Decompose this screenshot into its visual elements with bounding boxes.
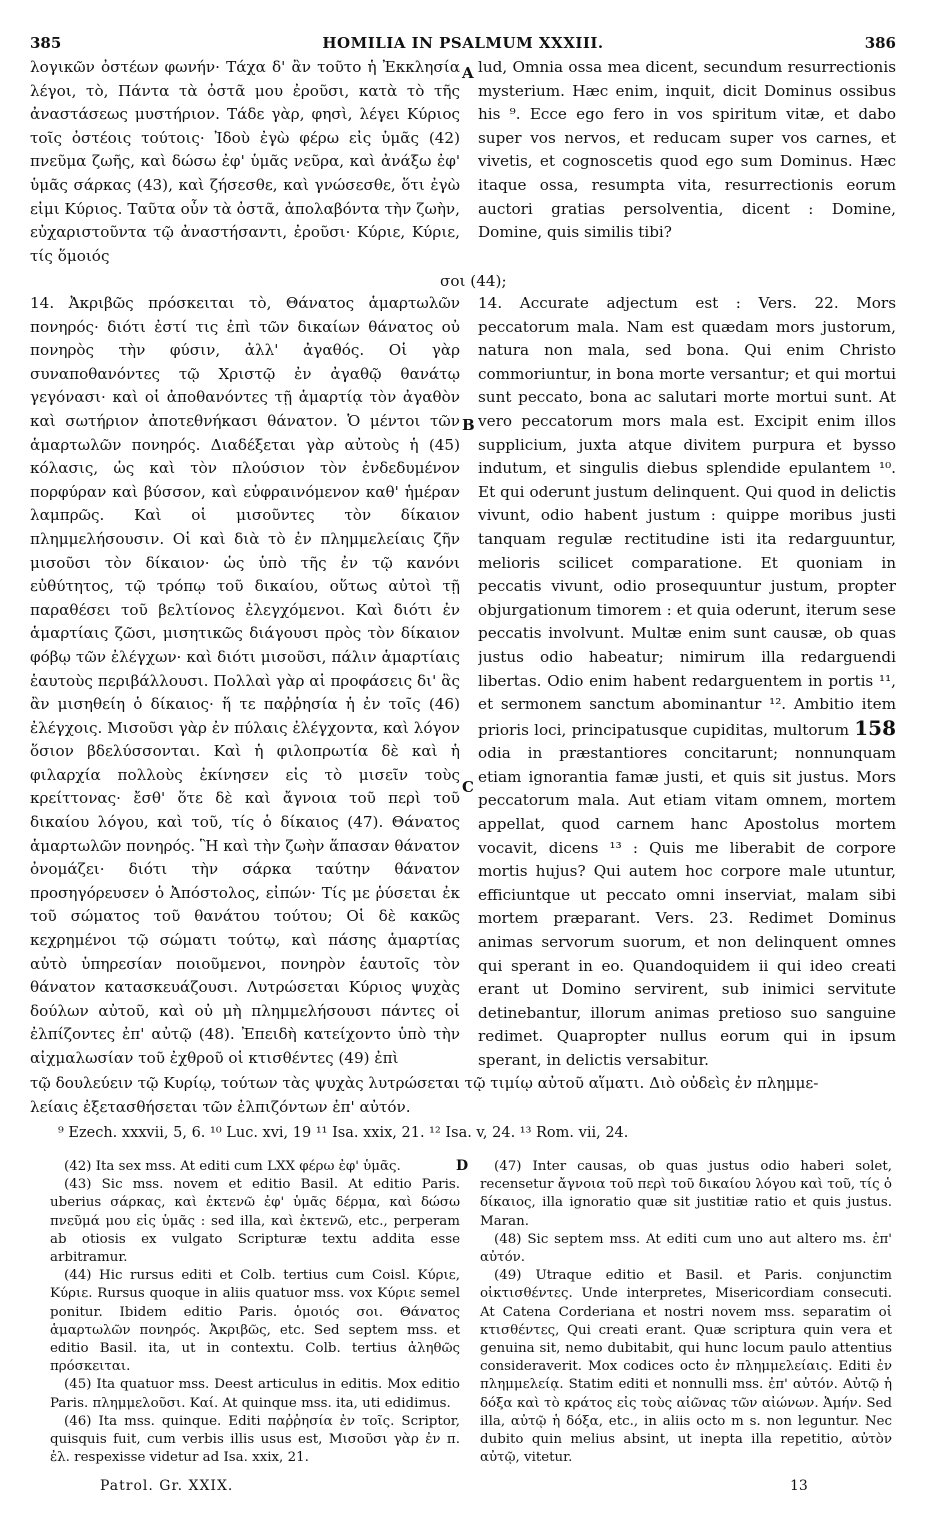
section-marker-c: C [462,778,474,796]
footnote: (49) Utraque editio et Basil. et Paris. conjunctim οἰκτισθέντες. Unde interpretes, Misericordiam consecuti. At Catena Corderiana et nostri novem mss. separatim οἱ κτισθέντες, Qui creati erant. Quæ scriptura quin vera et genuina sit, nemo dubitabit, qui hunc locum paulo attentius consideraverit. Mox codices octo ἐν πλημμελείαις. Editi ἐν πλημμελείᾳ. Statim editi et nonnulli mss. ἐπ' αὐτόν. Αὐτῷ ἡ δόξα καὶ τὸ κράτος εἰς τοὺς αἰῶνας τῶν αἰώνων. Ἀμήν. Sed illa, αὐτῷ ἡ δόξα, etc., in aliis octo m s. non leguntur. Nec dubito quin melius absint, ut inepta illa repetitio, αὐτὸν αὐτῷ, vitetur. [480,1268,892,1466]
spanning-line-3: λείαις ἐξετασθήσεται τῶν ἐλπιζόντων ἐπ' αὐτόν. [30,1098,411,1116]
greek-paragraph-2: 14. Ἀκριβῶς πρόσκειται τὸ, Θάνατος ἁμαρτωλῶν πονηρός· διότι ἐστί τις ἐπὶ τῶν δικαίων θάνατος οὐ πονηρὸς τὴν φύσιν, ἀλλ' ἀγαθός. Οἱ γὰρ συναποθανόντες τῷ Χριστῷ ἐν ἀγαθῷ θανάτῳ γεγόνασι· καὶ οἱ ἀποθανόντες τῇ ἁμαρτίᾳ τὸν ἀγαθὸν καὶ σωτήριον ἀποτεθνήκασι θάνατον. Ὁ μέντοι τῶν ἁμαρτωλῶν πονηρός. Διαδέξεται γὰρ αὐτοὺς ἡ (45) κόλασις, ὡς καὶ τὸν πλούσιον τὸν ἐνδεδυμένον πορφύραν καὶ βύσσον, καὶ εὐφραινόμενον καθ' ἡμέραν λαμπρῶς. Καὶ οἱ μισοῦντες τὸν δίκαιον πλημμελήσουσιν. Οἱ καὶ διὰ τὸ ἐν πλημμελείαις ζῆν μισοῦσι τὸν δίκαιον· ὡς ὑπὸ τῆς ἐν τῷ κανόνι εὐθύτητος, τῷ τρόπῳ τοῦ δικαίου, οὕτως αὐτοὶ τῇ παραθέσει τοῦ βελτίονος ἐλεγχόμενοι. Καὶ διότι ἐν ἁμαρτίαις ζῶσι, μισητικῶς διάγουσι πρὸς τὸν δίκαιον φόβῳ τῶν ἐλέγχων· καὶ διότι μισοῦσι, πάλιν ἁμαρτίαις ἑαυτοὺς περιβάλλουσι. Πολλαὶ γὰρ αἱ προφάσεις δι' ἃς ἂν μισηθείη ὁ δίκαιος· ἥ τε παῤῥησία ἡ ἐν τοῖς (46) ἐλέγχοις. Μισοῦσι γὰρ ἐν πύλαις ἐλέγχοντα, καὶ λόγον ὅσιον βδελύσσονται. Καὶ ἡ φιλοπρωτία δὲ καὶ ἡ φιλαρχία πολλοὺς ἐκίνησεν εἰς τὸ μισεῖν τοὺς κρείττονας· ἔσθ' ὅτε δὲ καὶ ἄγνοια τοῦ περὶ τοῦ δικαίου λόγου, καὶ τοῦ, τίς ὁ δίκαιος (47). Θάνατος ἁμαρτωλῶν πονηρός. Ἣ καὶ τὴν ζωὴν ἅπασαν θάνατον ὀνομάζει· διότι τὴν σάρκα ταύτην θάνατον προσηγόρευσεν ὁ Ἀπόστολος, εἰπών· Τίς με ῥύσεται ἐκ τοῦ σώματος τοῦ θανάτου τούτου; Οἱ δὲ κακῶς κεχρημένοι τῷ σώματι τούτῳ, καὶ πάσης ἁμαρτίας αὐτὸ ὑπηρεσίαν ποιοῦμενοι, πονηρὸν ἑαυτοῖς τὸν θάνατον κατασκευάζουσι. Λυτρώσεται Κύριος ψυχὰς δούλων αὐτοῦ, καὶ οὐ μὴ πλημμελήσουσι πάντες οἱ ἐλπίζοντες ἐπ' αὐτῷ (48). Ἐπειδὴ κατείχοντο ὑπὸ τὴν αἰχμαλωσίαν τοῦ ἐχθροῦ οἱ κτισθέντες (49) ἐπὶ [30,294,460,1067]
greek-paragraph-1: λογικῶν ὀστέων φωνήν· Τάχα δ' ἂν τοῦτο ἡ Ἐκκλησία λέγοι, τὸ, Πάντα τὰ ὀστᾶ μου ἐροῦσι, κατὰ τὸ τῆς ἀναστάσεως μυστήριον. Τάδε γὰρ, φησὶ, λέγει Κύριος τοῖς ὀστέοις τούτοις· Ἰδοὺ ἐγὼ φέρω εἰς ὑμᾶς (42) πνεῦμα ζωῆς, καὶ δώσω ἐφ' ὑμᾶς νεῦρα, καὶ ἀνάξω ἐφ' ὑμᾶς σάρκας (43), καὶ ζήσεσθε, καὶ γνώσεσθε, ὅτι ἐγὼ εἰμι Κύριος. Ταῦτα οὖν τὰ ὀστᾶ, ἀπολαβόντα τὴν ζωὴν, εὐχαριστοῦντα τῷ ἀναστήσαντι, ἐροῦσι· Κύριε, Κύριε, τίς ὅμοιός [30,58,460,265]
footnotes-right [480,1158,892,1467]
footnote: (42) Ita sex mss. At editi cum LXX φέρω ἐφ' ὑμᾶς. [64,1159,401,1174]
footnote: (48) Sic septem mss. At editi cum uno aut altero ms. ἐπ' αὐτόν. [480,1231,892,1266]
section-marker-a: A [462,64,474,82]
latin-paragraph-2 [478,292,896,1070]
column-page-number: 158 [854,715,896,740]
spanning-line-2: τῷ δουλεύειν τῷ Κυρίῳ, τούτων τὰς ψυχὰς λυτρώσεται τῷ τιμίῳ αὐτοῦ αἵματι. Διὸ οὐδεὶς ἐν πλημμε- [30,1074,819,1092]
running-header [30,28,896,56]
latin-column [478,56,896,1070]
footnote: (43) Sic mss. novem et editio Basil. At editio Paris. uberius σάρκας, καὶ ἐκτενῶ ἐφ' ὑμᾶς δέρμα, καὶ δώσω πνεῦμά μου εἰς ὑμᾶς : sed illa, καὶ ἐκτενῶ, etc., perperam ab otiosis ex vulgato Scripturæ textu addita esse arbitramur. [50,1177,460,1266]
latin-paragraph-1: lud, Omnia ossa mea dicent, secundum resurrectionis mysterium. Hæc enim, inquit, dicit Dominus ossibus his ⁹. Ecce ego fero in vos spiritum vitæ, et dabo super vos nervos, et reducam super vos carnes, et vivetis, et cognoscetis quod ego sum Dominus. Hæc itaque ossa, resumpta vita, resurrectionis eorum auctori gratias persolventia, dicent : Domine, Domine, quis similis tibi? [478,58,896,242]
gathering-number: 13 [790,1478,808,1494]
series-signature: Patrol. Gr. XXIX. [100,1478,234,1494]
footnote: (46) Ita mss. quinque. Editi παῤῥησία ἐν τοῖς. Scriptor, quisquis fuit, cum verbis illis usus est, Μισοῦσι γὰρ ἐν π. ἐλ. respexisse videtur ad Isa. xxix, 21. [50,1413,460,1466]
latin-paragraph-2-part-b: odia in præstantiores concitarunt; nonnunquam etiam ignorantia famæ justi, et quis sit justus. Mors peccatorum mala. Aut etiam vitam omnem, mortem appellat, quod carnem hanc Apostolus mortem vocavit, dicens ¹³ : Quis me liberabit de corpore mortis hujus? Qui autem hoc corpore male utuntur, efficiuntque ut peccato omni inserviat, malam sibi mortem præparant. Vers. 23. Redimet Dominus animas servorum suorum, et non delinquent omnes qui sperant in eo. Quandoquidem ii qui ideo creati erant ut Domino servirent, sub inimici servitute detinebantur, illorum animas pretioso suo sanguine redimet. Quapropter nullus eorum qui in ipsum sperant, in delictis versabitur. [478,744,896,1069]
scripture-references: ⁹ Ezech. xxxvii, 5, 6. ¹⁰ Luc. xvi, 19 ¹¹ Isa. xxix, 21. ¹² Isa. v, 24. ¹³ Rom. vii, 24. [58,1125,629,1141]
footnote: (44) Hic rursus editi et Colb. tertius cum Coisl. Κύριε, Κύριε. Rursus quoque in aliis quatuor mss. vox Κύριε semel ponitur. Ibidem editio Paris. ὁμοιός σοι. Θάνατος ἁμαρτωλῶν πονηρός. Ἀκριβῶς, etc. Sed septem mss. et editio Basil. ita, ut in contextu. Colb. tertius ἀληθῶς πρόσκειται. [50,1268,460,1375]
left-page-number: 385 [30,34,62,52]
greek-column [30,56,460,1070]
running-title: HOMILIA IN PSALMUM XXXIII. [322,34,604,52]
footnote: (45) Ita quatuor mss. Deest articulus in editis. Mox editio Paris. πλημμελοῦσι. Καί. At quinque mss. ita, uti edidimus. [50,1377,460,1411]
latin-paragraph-2-part-a: 14. Accurate adjectum est : Vers. 22. Mors peccatorum mala. Nam est quædam mors justorum, natura non mala, sed bona. Qui enim Christo commoriuntur, in bona morte versantur; et qui mortui sunt peccato, bona ac salutari morte mortui sunt. At vero peccatorum mors mala est. Excipit enim illos supplicium, juxta atque divitem purpura et bysso indutum, et singulis diebus splendide epulantem ¹⁰. Et qui oderunt justum delinquent. Qui quod in delictis vivunt, odio habent justum : quippe moribus justi tanquam regulæ rectitudine isti ita redarguuntur, melioris scilicet comparatione. Et quoniam in peccatis vivunt, odio prosequuntur justum, propter objurgationum timorem : et quia oderunt, iterum sese peccatis involvunt. Multæ enim sunt causæ, ob quas justus odio habeatur; nimirum illa redarguendi libertas. Odio enim habent redarguentem in portis ¹¹, et sermonem sanctum abominantur ¹². Ambitio item prioris loci, principatusque cupiditas, multorum [478,294,896,739]
footnote: (47) Inter causas, ob quas justus odio haberi solet, recensetur ἄγνοια τοῦ περὶ τοῦ δικαίου λόγου καὶ τοῦ, τίς ὁ δίκαιος, illa ignoratio quæ sit justitiæ ratio et quis justus. Maran. [480,1159,892,1229]
right-page-number: 386 [864,34,896,52]
spanning-line-1: σοι (44); [440,272,507,290]
footnotes-left [50,1158,460,1467]
page [30,28,896,1116]
section-marker-d: D [456,1158,469,1174]
section-marker-b: B [462,416,475,434]
